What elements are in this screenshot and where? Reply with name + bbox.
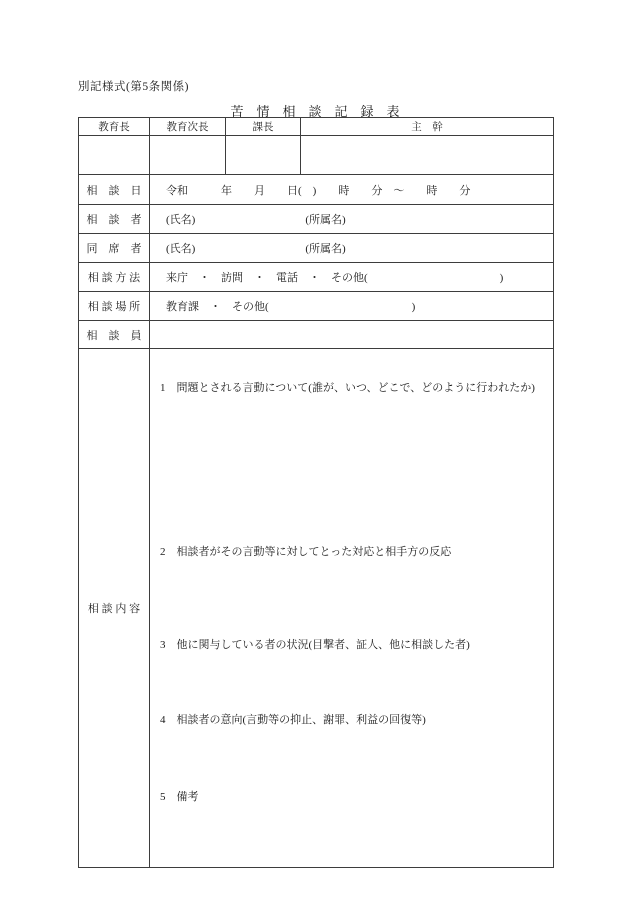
approval-header-deputy-superintendent: 教育次長 [150,118,226,136]
consultation-place-value: 教育課 ・ その他( ) [150,292,554,321]
consultation-method-row [79,263,554,292]
approval-stamp-cell-deputy-superintendent [150,136,226,175]
consultation-date-label: 相 談 日 [79,175,150,205]
consultation-content-items [150,373,553,843]
approval-header-superintendent: 教育長 [79,118,150,136]
attendee-row [79,234,554,263]
consultation-place-row [79,292,554,321]
content-item-consulter-intention: 4 相談者の意向(言動等の抑止、謝罪、利益の回復等) [160,714,426,726]
content-item-response-and-reaction: 2 相談者がその言動等に対してとった対応と相手方の反応 [160,546,452,558]
content-item-problem-behavior: 1 問題とされる言動について(誰が、いつ、どこで、どのように行われたか) [160,382,535,394]
approval-header-row [79,118,554,136]
content-item-remarks: 5 備考 [160,791,199,803]
consultation-method-value: 来庁 ・ 訪問 ・ 電話 ・ その他( ) [150,263,554,292]
consulter-row [79,205,554,234]
attendee-label: 同 席 者 [79,234,150,263]
consultation-staff-value [150,321,554,349]
consulter-value: (氏名) (所属名) [150,205,554,234]
approval-stamp-cell-superintendent [79,136,150,175]
consultation-place-label: 相 談 場 所 [79,292,150,321]
consultation-method-label: 相 談 方 法 [79,263,150,292]
approval-header-senior-staff: 主 幹 [301,118,554,136]
approval-stamp-row [79,136,554,175]
approval-stamp-cell-senior-staff [301,136,554,175]
consultation-staff-row [79,321,554,349]
form-reference-note: 別記様式(第5条関係) [78,81,189,93]
form-title: 苦 情 相 談 記 録 表 [230,104,400,119]
complaint-record-table [78,117,554,868]
consultation-date-value: 令和 年 月 日( ) 時 分 ～ 時 分 [150,175,554,205]
consultation-content-label: 相 談 内 容 [79,349,150,868]
attendee-value: (氏名) (所属名) [150,234,554,263]
approval-header-section-chief: 課長 [226,118,301,136]
consulter-label: 相 談 者 [79,205,150,234]
consultation-staff-label: 相 談 員 [79,321,150,349]
consultation-content-row [79,349,554,868]
content-item-other-involved-persons: 3 他に関与している者の状況(目撃者、証人、他に相談した者) [160,639,470,651]
consultation-content-cell [150,349,554,868]
consultation-date-row [79,175,554,205]
approval-stamp-cell-section-chief [226,136,301,175]
